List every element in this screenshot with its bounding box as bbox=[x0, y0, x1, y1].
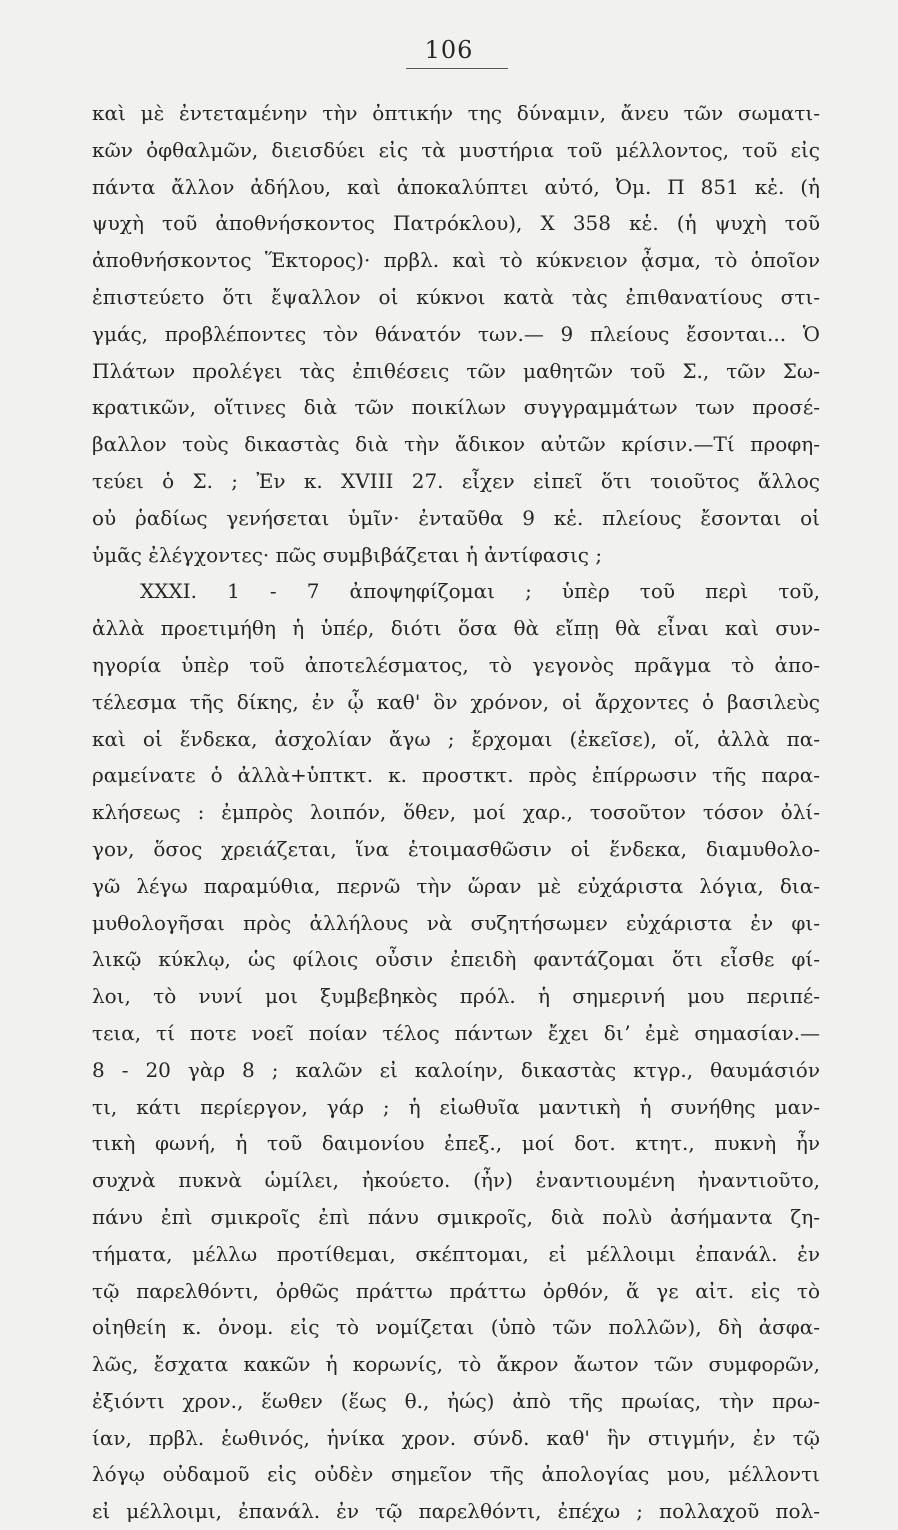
text-line: καὶ οἱ ἕνδεκα, ἀσχολίαν ἄγω ; ἔρχομαι (ἐκεῖσε), οἵ, ἀλλὰ πα- bbox=[92, 726, 820, 751]
text-line: ηγορία ὑπὲρ τοῦ ἀποτελέσματος, τὸ γεγονὸς πρᾶγμα τὸ ἀπο- bbox=[92, 652, 820, 677]
text-line: εἰ μέλλοιμι, ἐπανάλ. ἐν τῷ παρελθόντι, ἐπέχω ; πολλαχοῦ πολ- bbox=[92, 1499, 820, 1524]
text-line: τι, κάτι περίεργον, γάρ ; ἡ εἰωθυῖα μαντικὴ ἡ συνήθης μαν- bbox=[92, 1094, 820, 1119]
text-line: ἐξιόντι χρον., ἕωθεν (ἕως θ., ἠώς) ἀπὸ τῆς πρωίας, τὴν πρω- bbox=[92, 1388, 820, 1413]
text-line: λικῷ κύκλῳ, ὡς φίλοις οὖσιν ἐπειδὴ φαντάζομαι ὅτι εἶσθε φί- bbox=[92, 947, 820, 972]
text-line: κρατικῶν, οἵτινες διὰ τῶν ποικίλων συγγραμμάτων των προσέ- bbox=[92, 395, 820, 420]
page-number: 106 bbox=[424, 36, 474, 64]
text-line: βαλλον τοὺς δικαστὰς διὰ τὴν ἄδικον αὐτῶν κρίσιν.—Τί προφη- bbox=[92, 432, 820, 457]
text-line: λόγῳ οὐδαμοῦ εἰς οὐδὲν σημεῖον τῆς ἀπολογίας μου, μέλλοντι bbox=[92, 1462, 820, 1487]
text-line: κῶν ὀφθαλμῶν, διεισδύει εἰς τὰ μυστήρια τοῦ μέλλοντος, τοῦ εἰς bbox=[92, 137, 820, 162]
text-line: γμάς, προβλέποντες τὸν θάνατόν των.— 9 πλείους ἔσονται... Ὁ bbox=[92, 321, 820, 346]
text-line: λοι, τὸ νυνί μοι ξυμβεβηκὸς πρόλ. ἡ σημερινή μου περιπέ- bbox=[92, 984, 820, 1009]
text-line: μυθολογῆσαι πρὸς ἀλλήλους νὰ συζητήσωμεν εὐχάριστα ἐν φι- bbox=[92, 910, 820, 935]
text-line: πάνυ ἐπὶ σμικροῖς ἐπὶ πάνυ σμικροῖς, διὰ πολὺ ἀσήμαντα ζη- bbox=[92, 1204, 820, 1229]
text-line: ὑμᾶς ἐλέγχοντες· πῶς συμβιβάζεται ἡ ἀντίφασις ; bbox=[92, 542, 603, 567]
text-line: τέλεσμα τῆς δίκης, ἐν ᾧ καθ' ὃν χρόνον, οἱ ἄρχοντες ὁ βασιλεὺς bbox=[92, 689, 820, 714]
text-line: ἀλλὰ προετιμήθη ἡ ὑπέρ, διότι ὅσα θὰ εἴπῃ θὰ εἶναι καὶ συν- bbox=[92, 616, 820, 641]
text-line: συχνὰ πυκνὰ ὡμίλει, ἠκούετο. (ἦν) ἐναντιουμένη ἠναντιοῦτο, bbox=[92, 1168, 820, 1193]
text-line: τεύει ὁ Σ. ; Ἐν κ. XVIII 27. εἶχεν εἰπεῖ ὅτι τοιοῦτος ἄλλος bbox=[92, 468, 820, 493]
text-line: ίαν, πρβλ. ἑωθινός, ἡνίκα χρον. σύνδ. καθ' ἣν στιγμήν, ἐν τῷ bbox=[92, 1425, 820, 1450]
text-line: καὶ μὲ ἐντεταμένην τὴν ὀπτικήν της δύναμιν, ἄνευ τῶν σωματι- bbox=[92, 101, 820, 125]
text-line: τικὴ φωνή, ἡ τοῦ δαιμονίου ἐπεξ., μοί δοτ. κτητ., πυκνὴ ἦν bbox=[92, 1131, 820, 1156]
section-heading-line: XXXI. 1 - 7 ἀποψηφίζομαι ; ὑπὲρ τοῦ περὶ τοῦ, bbox=[140, 579, 820, 604]
text-line: ἐπιστεύετο ὅτι ἔψαλλον οἱ κύκνοι κατὰ τὰς ἐπιθανατίους στι- bbox=[92, 284, 820, 309]
text-line: τήματα, μέλλω προτίθεμαι, σκέπτομαι, εἰ μέλλοιμι ἐπανάλ. ἐν bbox=[92, 1241, 820, 1266]
body-text bbox=[92, 95, 820, 1530]
text-line: οἰηθείη κ. ὀνομ. εἰς τὸ νομίζεται (ὑπὸ τῶν πολλῶν), δὴ ἀσφα- bbox=[92, 1315, 820, 1340]
text-line: τεια, τί ποτε νοεῖ ποίαν τέλος πάντων ἔχει διʼ ἐμὲ σημασίαν.— bbox=[92, 1020, 820, 1045]
text-line: ἀποθνήσκοντος Ἕκτορος)· πρβλ. καὶ τὸ κύκνειον ᾆσμα, τὸ ὁποῖον bbox=[92, 248, 820, 273]
page-number-rule bbox=[406, 68, 508, 69]
text-line: ψυχὴ τοῦ ἀποθνήσκοντος Πατρόκλου), Χ 358 κἑ. (ἡ ψυχὴ τοῦ bbox=[92, 211, 820, 236]
text-line: ραμείνατε ὁ ἀλλὰ+ὑπτκτ. κ. προστκτ. πρὸς ἐπίρρωσιν τῆς παρα- bbox=[92, 763, 820, 788]
text-line: τῷ παρελθόντι, ὀρθῶς πράττω πράττω ὀρθόν, ἅ γε αἰτ. εἰς τὸ bbox=[92, 1278, 820, 1303]
text-line: γον, ὅσος χρειάζεται, ἵνα ἑτοιμασθῶσιν οἱ ἕνδεκα, διαμυθολο- bbox=[92, 836, 820, 861]
text-line: κλήσεως : ἐμπρὸς λοιπόν, ὅθεν, μοί χαρ., τοσοῦτον τόσον ὀλί- bbox=[92, 800, 820, 825]
text-line: 8 - 20 γὰρ 8 ; καλῶν εἰ καλοίην, δικαστὰς κτγρ., θαυμάσιόν bbox=[92, 1057, 820, 1082]
text-line: οὐ ῥαδίως γενήσεται ὑμῖν· ἐνταῦθα 9 κἑ. πλείους ἔσονται οἱ bbox=[92, 505, 820, 530]
text-line: γῶ λέγω παραμύθια, περνῶ τὴν ὥραν μὲ εὐχάριστα λόγια, δια- bbox=[92, 873, 820, 898]
text-line: λῶς, ἔσχατα κακῶν ἡ κορωνίς, τὸ ἄκρον ἄωτον τῶν συμφορῶν, bbox=[92, 1352, 820, 1377]
text-line: Πλάτων προλέγει τὰς ἐπιθέσεις τῶν μαθητῶν τοῦ Σ., τῶν Σω- bbox=[92, 358, 820, 383]
text-line: πάντα ἄλλον ἀδήλου, καὶ ἀποκαλύπτει αὐτό, Ὀμ. Π 851 κἑ. (ἡ bbox=[92, 174, 820, 199]
